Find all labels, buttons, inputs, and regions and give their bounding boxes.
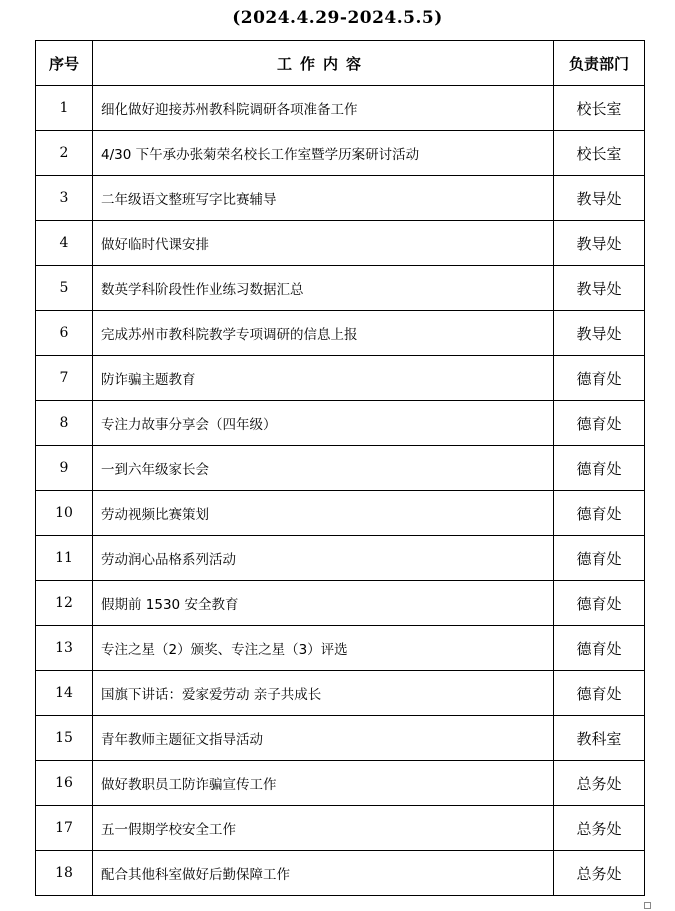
table-row: [36, 716, 645, 761]
row-department: 德育处: [554, 491, 645, 536]
row-number: 11: [36, 536, 93, 581]
table-header-row: [36, 41, 645, 86]
row-number: 8: [36, 401, 93, 446]
row-department: 教导处: [554, 176, 645, 221]
row-number: 14: [36, 671, 93, 716]
header-content: 工作内容: [93, 41, 554, 86]
row-department: 教科室: [554, 716, 645, 761]
row-department: 德育处: [554, 671, 645, 716]
table-row: [36, 266, 645, 311]
row-department: 德育处: [554, 626, 645, 671]
row-number: 9: [36, 446, 93, 491]
row-number: 18: [36, 851, 93, 896]
row-number: 12: [36, 581, 93, 626]
table-row: [36, 851, 645, 896]
row-task: 青年教师主题征文指导活动: [93, 716, 554, 761]
row-department: 总务处: [554, 806, 645, 851]
table-row: [36, 401, 645, 446]
document-date-range: (2024.4.29-2024.5.5): [232, 8, 443, 28]
row-task: 配合其他科室做好后勤保障工作: [93, 851, 554, 896]
row-number: 2: [36, 131, 93, 176]
table-row: [36, 86, 645, 131]
row-task: 五一假期学校安全工作: [93, 806, 554, 851]
row-task: 做好教职员工防诈骗宣传工作: [93, 761, 554, 806]
row-task: 国旗下讲话：爱家爱劳动 亲子共成长: [93, 671, 554, 716]
row-number: 10: [36, 491, 93, 536]
row-department: 德育处: [554, 581, 645, 626]
row-department: 德育处: [554, 446, 645, 491]
row-department: 教导处: [554, 311, 645, 356]
table-row: [36, 806, 645, 851]
row-task: 专注之星（2）颁奖、专注之星（3）评选: [93, 626, 554, 671]
table-row: [36, 221, 645, 266]
table-row: [36, 626, 645, 671]
row-number: 5: [36, 266, 93, 311]
row-task: 假期前 1530 安全教育: [93, 581, 554, 626]
table-row: [36, 536, 645, 581]
row-task: 数英学科阶段性作业练习数据汇总: [93, 266, 554, 311]
header-number: 序号: [36, 41, 93, 86]
row-task: 劳动视频比赛策划: [93, 491, 554, 536]
row-task: 专注力故事分享会（四年级）: [93, 401, 554, 446]
table-row: [36, 311, 645, 356]
row-number: 16: [36, 761, 93, 806]
row-department: 德育处: [554, 536, 645, 581]
row-department: 教导处: [554, 221, 645, 266]
row-number: 17: [36, 806, 93, 851]
table-row: [36, 131, 645, 176]
row-number: 3: [36, 176, 93, 221]
row-task: 劳动润心品格系列活动: [93, 536, 554, 581]
row-department: 教导处: [554, 266, 645, 311]
table-row: [36, 176, 645, 221]
row-number: 4: [36, 221, 93, 266]
table-row: [36, 356, 645, 401]
row-number: 15: [36, 716, 93, 761]
work-schedule-table: [35, 40, 645, 896]
table-row: [36, 446, 645, 491]
row-number: 6: [36, 311, 93, 356]
row-number: 13: [36, 626, 93, 671]
table-row: [36, 671, 645, 716]
header-department: 负责部门: [554, 41, 645, 86]
table-row: [36, 761, 645, 806]
row-task: 一到六年级家长会: [93, 446, 554, 491]
row-department: 总务处: [554, 761, 645, 806]
row-number: 7: [36, 356, 93, 401]
row-task: 细化做好迎接苏州教科院调研各项准备工作: [93, 86, 554, 131]
row-task: 防诈骗主题教育: [93, 356, 554, 401]
table-row: [36, 581, 645, 626]
table-resize-handle[interactable]: [644, 902, 651, 909]
row-department: 校长室: [554, 86, 645, 131]
row-department: 德育处: [554, 401, 645, 446]
row-task: 二年级语文整班写字比赛辅导: [93, 176, 554, 221]
row-task: 做好临时代课安排: [93, 221, 554, 266]
row-department: 德育处: [554, 356, 645, 401]
row-department: 总务处: [554, 851, 645, 896]
row-task: 完成苏州市教科院教学专项调研的信息上报: [93, 311, 554, 356]
table-row: [36, 491, 645, 536]
row-department: 校长室: [554, 131, 645, 176]
row-task: 4/30 下午承办张菊荣名校长工作室暨学历案研讨活动: [93, 131, 554, 176]
row-number: 1: [36, 86, 93, 131]
